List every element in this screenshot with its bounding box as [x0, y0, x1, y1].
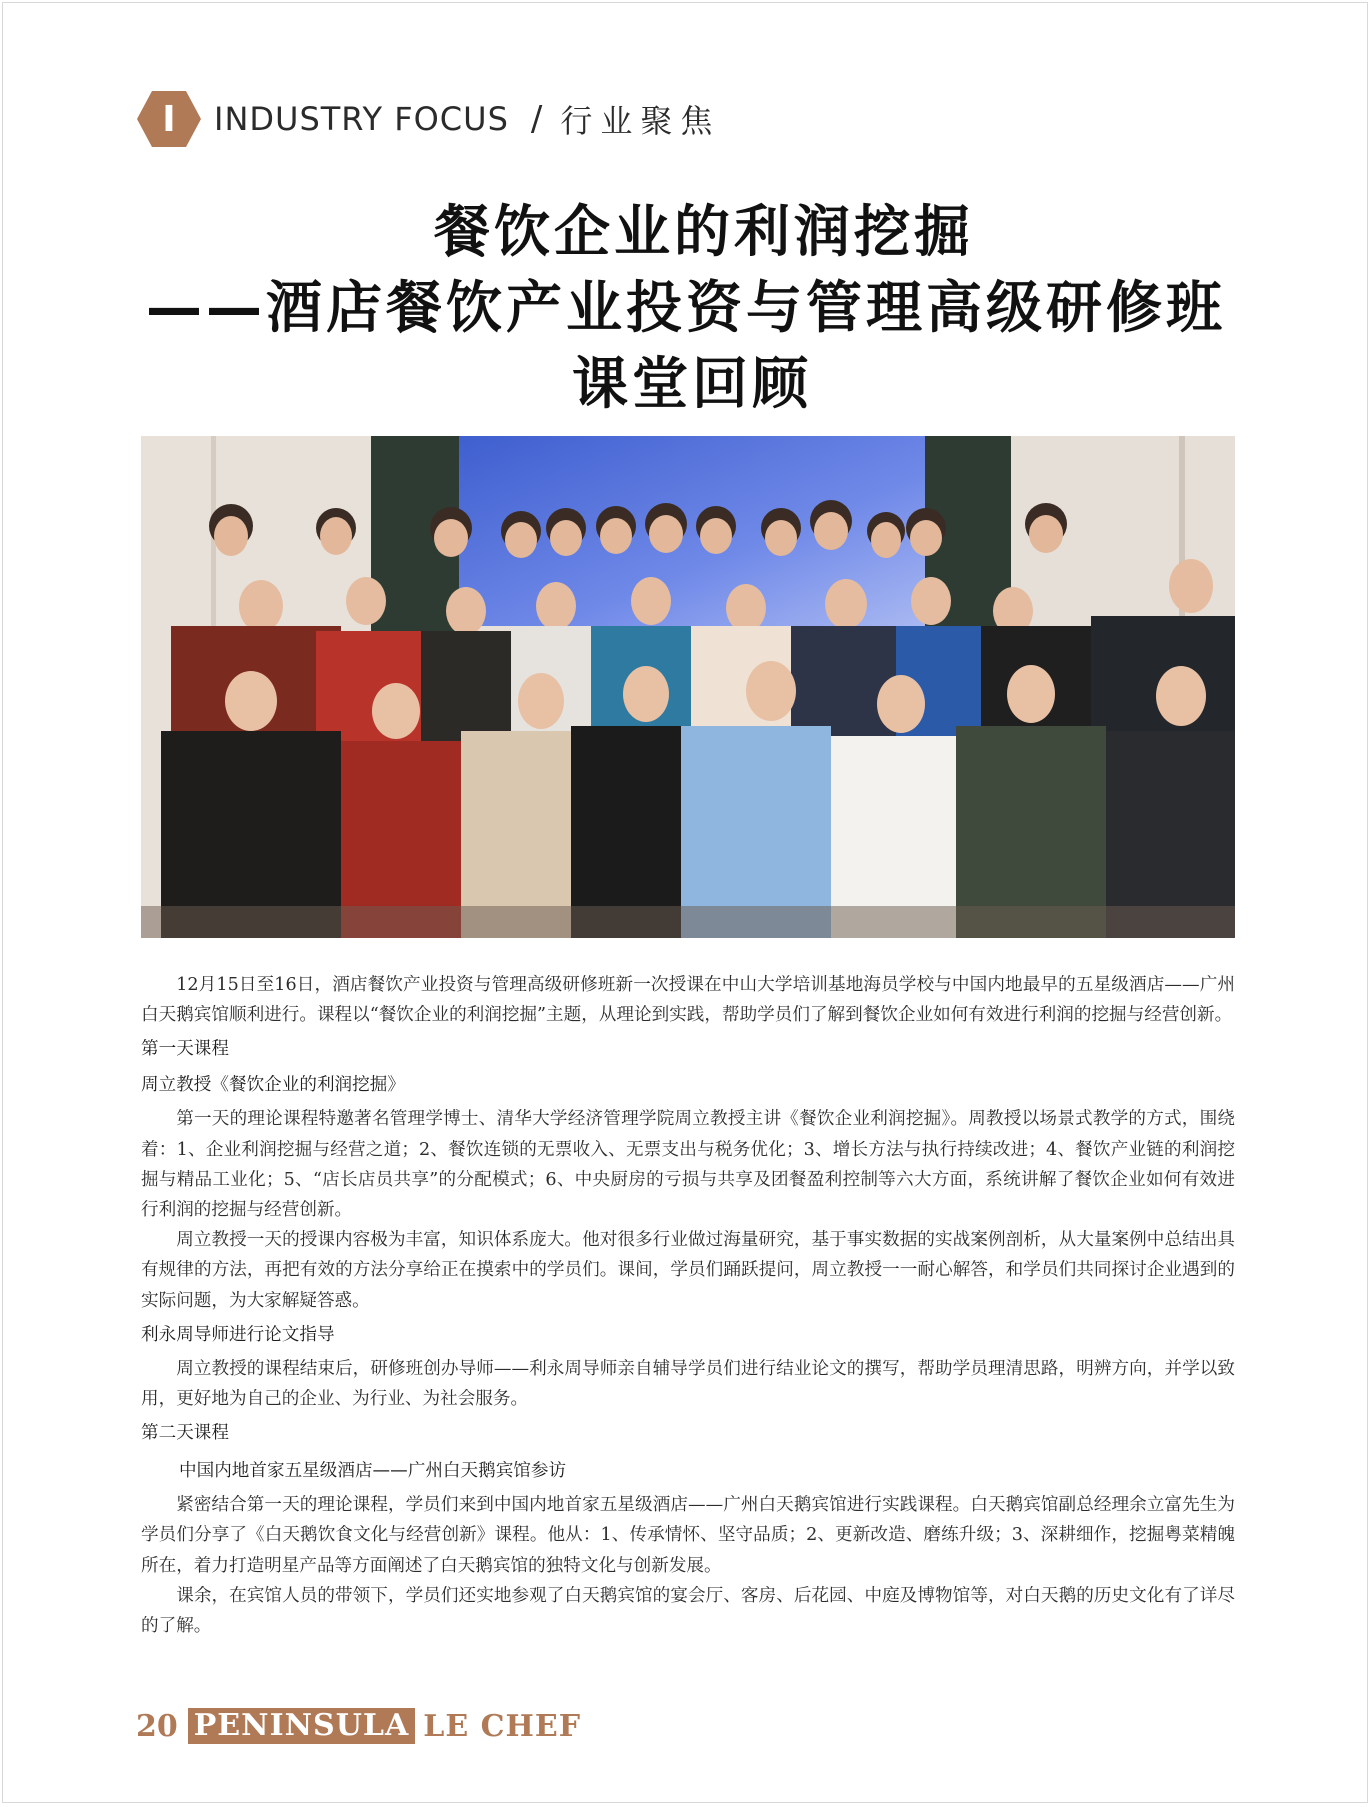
magazine-brand-rest: LE CHEF: [423, 1708, 582, 1744]
day2-heading: 第二天课程: [141, 1423, 229, 1444]
intro-paragraph: 12月15日至16日，酒店餐饮产业投资与管理高级研修班新一次授课在中山大学培训基地海员学校与中国内地最早的五星级酒店——广州白天鹅宾馆顺利进行。课程以“餐饮企业的利润挖掘”主题，从理论到实践，帮助学员们了解到餐饮企业如何有效进行利润的挖掘与经营创新。: [141, 975, 1235, 1026]
section-name-cn: 行业聚焦: [560, 102, 721, 140]
day1-heading: 第一天课程: [141, 1039, 229, 1060]
section-separator: /: [530, 99, 543, 139]
day1-paragraph-3: 周立教授的课程结束后，研修班创办导师——利永周导师亲自辅导学员们进行结业论文的撰写，帮助学员理清思路，明辨方向，并学以致用，更好地为自己的企业、为行业、为社会服务。: [141, 1358, 1235, 1410]
article-title-line-2: ——酒店餐饮产业投资与管理高级研修班: [146, 276, 1226, 341]
day2-paragraph-1: 紧密结合第一天的理论课程，学员们来到中国内地首家五星级酒店——广州白天鹅宾馆进行实践课程。白天鹅宾馆副总经理余立富先生为学员们分享了《白天鹅饮食文化与经营创新》课程。他从：1、传承情怀、坚守品质；2、更新改造、磨练升级；3、深耕细作，挖掘粤菜精魄所在，着力打造明星产品等方面阐述了白天鹅宾馆的独特文化与创新发展。: [141, 1495, 1235, 1576]
day1-subheading-thesis: 利永周导师进行论文指导: [141, 1324, 335, 1345]
day1-subheading-lecture: 周立教授《餐饮企业的利润挖掘》: [141, 1075, 405, 1096]
section-header: [136, 88, 720, 150]
day1-paragraph-1: 第一天的理论课程特邀著名管理学博士、清华大学经济管理学院周立教授主讲《餐饮企业利润挖掘》。周教授以场景式教学的方式，围绕着：1、企业利润挖掘与经营之道；2、餐饮连锁的无票收入、无票支出与税务优化；3、增长方法与执行持续改进；4、餐饮产业链的利润挖掘与精品工业化；5、“店长店员共享”的分配模式；6、中央厨房的亏损与共享及团餐盈利控制等六大方面，系统讲解了餐饮企业如何有效进行利润的挖掘与经营创新。: [141, 1109, 1235, 1221]
section-badge-letter: I: [162, 98, 176, 140]
group-photo: [141, 436, 1235, 938]
section-name-en: INDUSTRY FOCUS: [214, 100, 509, 138]
article-title-line-3: 课堂回顾: [572, 352, 812, 417]
section-badge-hexagon-icon: [136, 90, 202, 148]
page-footer: [136, 1708, 581, 1744]
article-body: [141, 970, 1235, 1641]
magazine-brand-boxed: PENINSULA: [188, 1708, 416, 1744]
article-title-line-1: 餐饮企业的利润挖掘: [434, 200, 974, 265]
day2-subheading-visit: 中国内地首家五星级酒店——广州白天鹅宾馆参访: [179, 1461, 567, 1482]
day2-paragraph-2: 课余，在宾馆人员的带领下，学员们还实地参观了白天鹅宾馆的宴会厅、客房、后花园、中庭及博物馆等，对白天鹅的历史文化有了详尽的了解。: [141, 1585, 1235, 1637]
page-number: 20: [136, 1708, 178, 1744]
day1-paragraph-2: 周立教授一天的授课内容极为丰富，知识体系庞大。他对很多行业做过海量研究，基于事实数据的实战案例剖析，从大量案例中总结出具有规律的方法，再把有效的方法分享给正在摸索中的学员们。课间，学员们踊跃提问，周立教授一一耐心解答，和学员们共同探讨企业遇到的实际问题，为大家解疑答惑。: [141, 1230, 1235, 1311]
